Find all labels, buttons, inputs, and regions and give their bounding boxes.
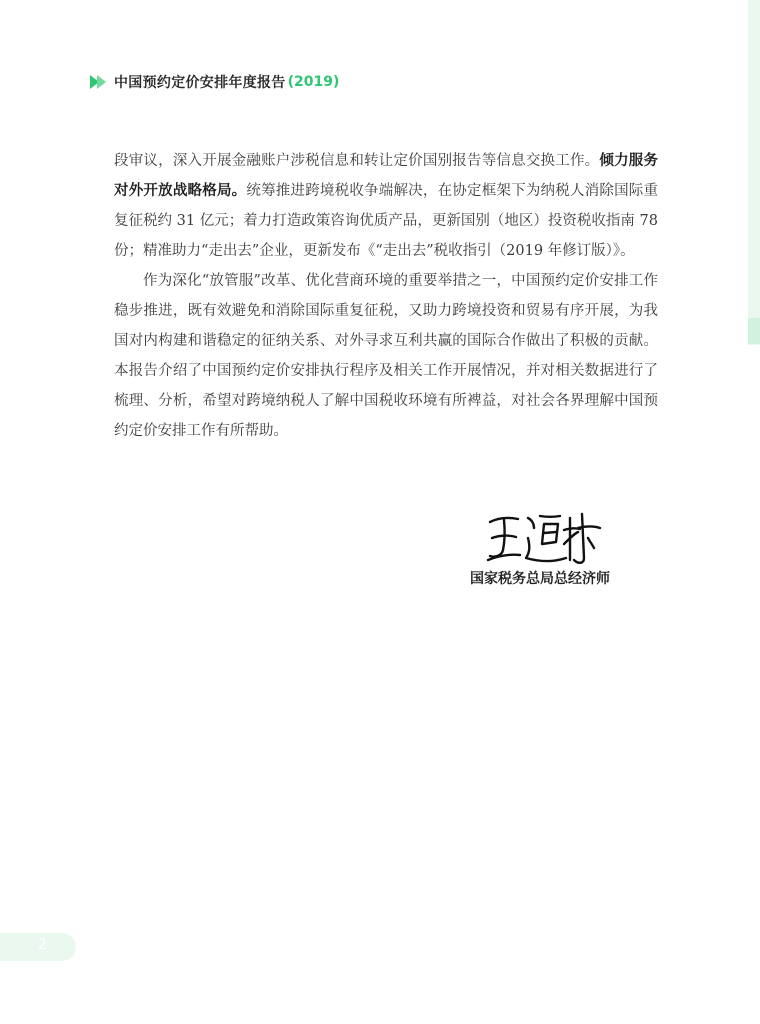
page-number: 2 bbox=[38, 937, 47, 953]
play-arrows-icon bbox=[90, 75, 108, 89]
body-text bbox=[114, 146, 658, 446]
signer-title: 国家税务总局总经济师 bbox=[470, 571, 610, 587]
running-header bbox=[90, 71, 339, 93]
report-year: (2019) bbox=[287, 74, 340, 90]
paragraph-1-part-a: 段审议，深入开展金融账户涉税信息和转让定价国别报告等信息交换工作。 bbox=[114, 153, 600, 169]
paragraph-2: 作为深化“放管服”改革、优化营商环境的重要举措之一，中国预约定价安排工作稳步推进，既有效避免和消除国际重复征税，又助力跨境投资和贸易有序开展，为我国对内构建和谐稳定的征纳关系、对外寻求互利共赢的国际合作做出了积极的贡献。本报告介绍了中国预约定价安排执行程序及相关工作开展情况，并对相关数据进行了梳理、分析，希望对跨境纳税人了解中国税收环境有所裨益，对社会各界理解中国预约定价安排工作有所帮助。 bbox=[114, 273, 658, 439]
handwritten-signature bbox=[484, 508, 604, 570]
paragraph-1-part-b: 统筹推进跨境税收争端解决，在协定框架下为纳税人消除国际重复征税约 31 亿元；着力打造政策咨询优质产品，更新国别（地区）投资税收指南 78 份；精准助力“走出去”企业，更新发布《“走出去”税收指引（2019 年修订版）》。 bbox=[114, 183, 658, 259]
paragraph-1-bold-heading: 倾力服务对外开放战略格局。 bbox=[114, 153, 658, 199]
side-section-marker bbox=[748, 318, 760, 344]
paragraph-1 bbox=[114, 146, 658, 266]
side-color-strip bbox=[748, 0, 760, 345]
report-title: 中国预约定价安排年度报告 bbox=[114, 75, 286, 91]
